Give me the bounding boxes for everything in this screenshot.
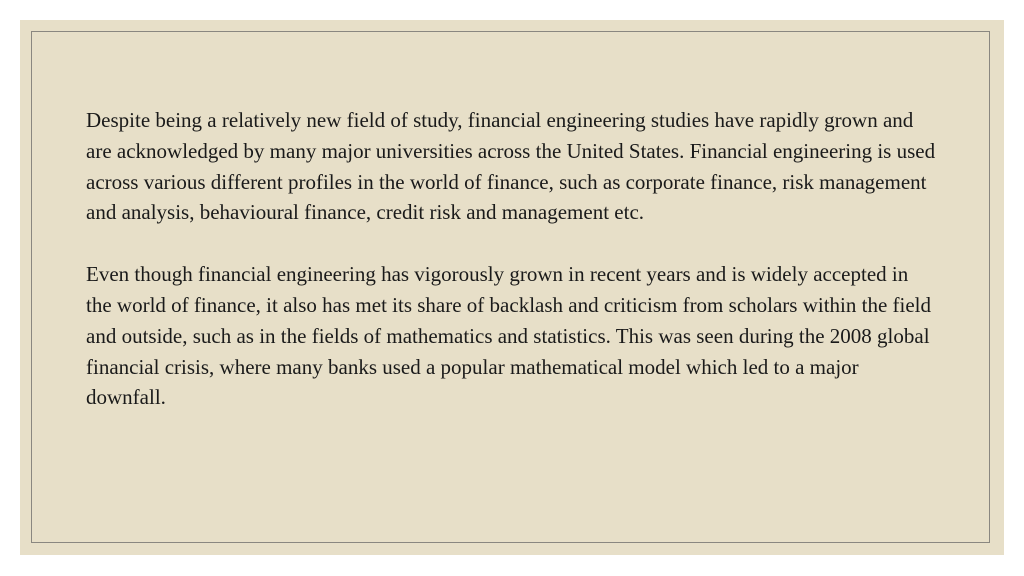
slide-body: [86, 105, 936, 444]
slide: [20, 20, 1004, 555]
paragraph-1: Despite being a relatively new field of study, financial engineering studies have rapidly grown and are acknowledged by many major universities across the United States. Financial engineering is used across various different profiles in the world of finance, such as corporate finance, risk management and analysis, behavioural finance, credit risk and management etc.: [86, 108, 936, 225]
paragraph-2: Even though financial engineering has vigorously grown in recent years and is widely accepted in the world of finance, it also has met its share of backlash and criticism from scholars within the field and outside, such as in the fields of mathematics and statistics. This was seen during the 2008 global financial crisis, where many banks used a popular mathematical model which led to a major downfall.: [86, 262, 932, 410]
